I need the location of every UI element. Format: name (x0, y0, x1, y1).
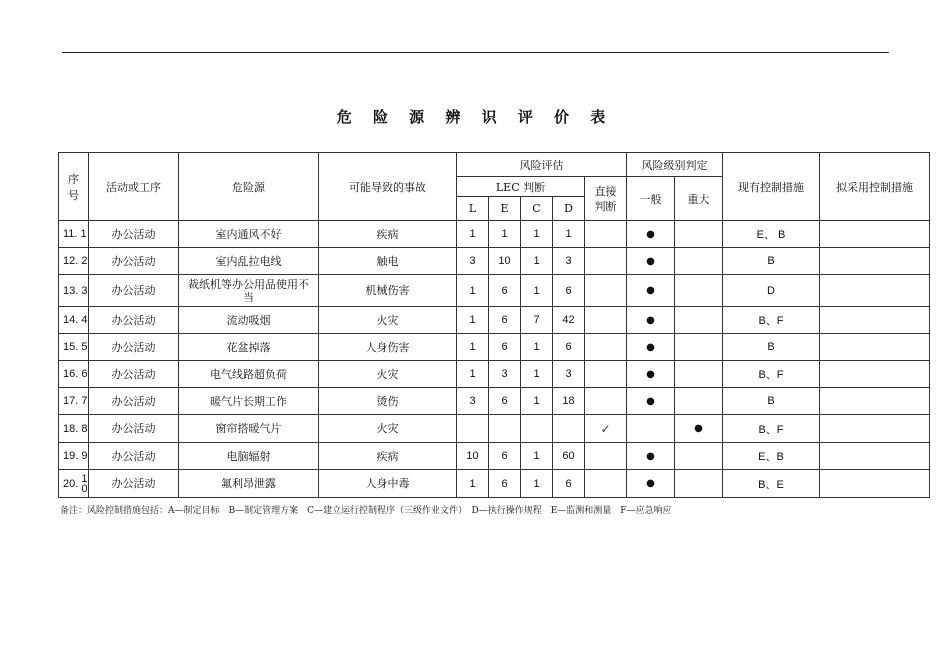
cell-e: 6 (489, 334, 521, 361)
cell-general: ● (627, 275, 675, 307)
row-number-sub: 1 (80, 228, 87, 240)
cell-hazard: 裁纸机等办公用品使用不当 (179, 275, 319, 307)
row-number (59, 443, 89, 470)
row-number-main: 11. (63, 228, 78, 240)
cell-planned-controls (820, 334, 930, 361)
cell-current-controls: E、 B (723, 221, 820, 248)
cell-l: 1 (457, 334, 489, 361)
row-number (59, 307, 89, 334)
header-c: C (521, 197, 553, 221)
cell-current-controls: B (723, 334, 820, 361)
table-body (59, 221, 930, 498)
row-number-sub: 4 (81, 314, 88, 326)
cell-e: 3 (489, 361, 521, 388)
cell-activity: 办公活动 (89, 248, 179, 275)
table-row (59, 443, 930, 470)
cell-activity: 办公活动 (89, 470, 179, 498)
header-rule (62, 52, 889, 53)
cell-general: ● (627, 307, 675, 334)
cell-e: 1 (489, 221, 521, 248)
cell-general: ● (627, 221, 675, 248)
table-row (59, 221, 930, 248)
cell-d: 3 (553, 248, 585, 275)
header-current-controls: 现有控制措施 (723, 153, 820, 221)
cell-activity: 办公活动 (89, 275, 179, 307)
cell-planned-controls (820, 415, 930, 443)
cell-l: 1 (457, 221, 489, 248)
cell-c: 1 (521, 334, 553, 361)
page-title: 危 险 源 辨 识 评 价 表 (336, 108, 614, 126)
row-number (59, 415, 89, 443)
row-number (59, 470, 89, 498)
row-number (59, 275, 89, 307)
cell-direct (585, 443, 627, 470)
cell-general: ● (627, 334, 675, 361)
cell-accident: 火灾 (319, 361, 457, 388)
cell-major (675, 248, 723, 275)
row-number-sub: 9 (81, 450, 88, 462)
row-number (59, 334, 89, 361)
row-number-main: 17. (63, 395, 79, 407)
cell-accident: 烫伤 (319, 388, 457, 415)
cell-activity: 办公活动 (89, 307, 179, 334)
cell-c (521, 415, 553, 443)
cell-current-controls: D (723, 275, 820, 307)
cell-general: ● (627, 388, 675, 415)
row-number-main: 16. (63, 368, 79, 380)
cell-hazard: 室内通风不好 (179, 221, 319, 248)
cell-c: 1 (521, 443, 553, 470)
cell-hazard: 电脑辐射 (179, 443, 319, 470)
row-number-main: 15. (63, 341, 79, 353)
header-risk-level: 风险级别判定 (627, 153, 723, 177)
cell-d: 18 (553, 388, 585, 415)
cell-major: ● (675, 415, 723, 443)
cell-accident: 疾病 (319, 443, 457, 470)
header-major: 重大 (675, 177, 723, 221)
table-row (59, 470, 930, 498)
cell-accident: 机械伤害 (319, 275, 457, 307)
cell-current-controls: B、F (723, 415, 820, 443)
cell-hazard: 氟利昂泄露 (179, 470, 319, 498)
cell-accident: 人身中毒 (319, 470, 457, 498)
table-row (59, 415, 930, 443)
cell-planned-controls (820, 248, 930, 275)
cell-e: 6 (489, 443, 521, 470)
row-number (59, 221, 89, 248)
cell-general (627, 415, 675, 443)
cell-d (553, 415, 585, 443)
cell-e: 6 (489, 388, 521, 415)
cell-e: 6 (489, 470, 521, 498)
cell-direct (585, 388, 627, 415)
cell-l: 3 (457, 388, 489, 415)
header-hazard: 危险源 (179, 153, 319, 221)
cell-direct (585, 221, 627, 248)
cell-current-controls: B、F (723, 307, 820, 334)
cell-general: ● (627, 361, 675, 388)
cell-major (675, 307, 723, 334)
cell-direct (585, 334, 627, 361)
cell-c: 7 (521, 307, 553, 334)
cell-hazard: 室内乱拉电线 (179, 248, 319, 275)
cell-accident: 人身伤害 (319, 334, 457, 361)
cell-major (675, 334, 723, 361)
hazard-table (58, 152, 930, 498)
cell-general: ● (627, 443, 675, 470)
cell-d: 6 (553, 334, 585, 361)
cell-major (675, 221, 723, 248)
header-direct: 直接判断 (585, 177, 627, 221)
cell-general: ● (627, 248, 675, 275)
cell-general: ● (627, 470, 675, 498)
cell-planned-controls (820, 443, 930, 470)
cell-major (675, 388, 723, 415)
cell-direct (585, 470, 627, 498)
row-number-main: 14. (63, 314, 79, 326)
cell-c: 1 (521, 361, 553, 388)
header-l: L (457, 197, 489, 221)
cell-d: 42 (553, 307, 585, 334)
cell-e: 10 (489, 248, 521, 275)
header-risk-eval: 风险评估 (457, 153, 627, 177)
table-row (59, 275, 930, 307)
cell-e: 6 (489, 275, 521, 307)
cell-direct (585, 248, 627, 275)
cell-current-controls: B、F (723, 361, 820, 388)
cell-d: 60 (553, 443, 585, 470)
row-number-sub: 10 (81, 472, 88, 495)
row-number (59, 388, 89, 415)
cell-c: 1 (521, 248, 553, 275)
cell-d: 6 (553, 470, 585, 498)
row-number-main: 18. (63, 422, 79, 435)
cell-planned-controls (820, 470, 930, 498)
cell-c: 1 (521, 221, 553, 248)
cell-activity: 办公活动 (89, 334, 179, 361)
cell-planned-controls (820, 275, 930, 307)
cell-current-controls: B (723, 248, 820, 275)
cell-hazard: 电气线路超负荷 (179, 361, 319, 388)
row-number (59, 248, 89, 275)
cell-hazard: 流动吸烟 (179, 307, 319, 334)
cell-major (675, 443, 723, 470)
cell-direct (585, 275, 627, 307)
cell-planned-controls (820, 221, 930, 248)
header-general: 一般 (627, 177, 675, 221)
cell-c: 1 (521, 470, 553, 498)
cell-activity: 办公活动 (89, 221, 179, 248)
cell-planned-controls (820, 388, 930, 415)
table-row (59, 307, 930, 334)
header-lec: LEC 判断 (457, 177, 585, 197)
cell-accident: 火灾 (319, 307, 457, 334)
cell-major (675, 470, 723, 498)
cell-c: 1 (521, 388, 553, 415)
cell-activity: 办公活动 (89, 388, 179, 415)
header-d: D (553, 197, 585, 221)
cell-current-controls: E、B (723, 443, 820, 470)
row-number-sub: 3 (81, 284, 88, 297)
header-activity: 活动或工序 (89, 153, 179, 221)
cell-l: 10 (457, 443, 489, 470)
cell-l: 1 (457, 361, 489, 388)
header-seq: 序号 (59, 153, 89, 221)
cell-hazard: 暖气片长期工作 (179, 388, 319, 415)
cell-activity: 办公活动 (89, 415, 179, 443)
cell-c: 1 (521, 275, 553, 307)
cell-d: 6 (553, 275, 585, 307)
row-number-main: 13. (63, 284, 79, 297)
cell-accident: 疾病 (319, 221, 457, 248)
table-header (59, 153, 930, 221)
cell-l: 1 (457, 307, 489, 334)
cell-direct (585, 307, 627, 334)
row-number-main: 19. (63, 450, 79, 462)
row-number (59, 361, 89, 388)
row-number-sub: 7 (81, 395, 88, 407)
row-number-sub: 8 (81, 422, 88, 435)
cell-major (675, 361, 723, 388)
row-number-sub: 2 (81, 255, 88, 267)
footnote: 备注：风险控制措施包括：A—制定目标 B—制定管理方案 C—建立运行控制程序（三级作业文件） D—执行操作规程 E—监测和测量 F—应急响应 (60, 506, 672, 516)
header-accident: 可能导致的事故 (319, 153, 457, 221)
cell-direct (585, 361, 627, 388)
cell-accident: 触电 (319, 248, 457, 275)
header-e: E (489, 197, 521, 221)
cell-hazard: 窗帘搭暖气片 (179, 415, 319, 443)
cell-e (489, 415, 521, 443)
cell-hazard: 花盆掉落 (179, 334, 319, 361)
cell-major (675, 275, 723, 307)
cell-activity: 办公活动 (89, 361, 179, 388)
cell-planned-controls (820, 361, 930, 388)
table-row (59, 361, 930, 388)
cell-e: 6 (489, 307, 521, 334)
cell-current-controls: B (723, 388, 820, 415)
table-row (59, 388, 930, 415)
row-number-main: 20. (63, 477, 79, 490)
cell-direct: ✓ (585, 415, 627, 443)
cell-l: 3 (457, 248, 489, 275)
cell-d: 1 (553, 221, 585, 248)
cell-l: 1 (457, 275, 489, 307)
table-row (59, 334, 930, 361)
cell-accident: 火灾 (319, 415, 457, 443)
cell-d: 3 (553, 361, 585, 388)
header-planned-controls: 拟采用控制措施 (820, 153, 930, 221)
cell-planned-controls (820, 307, 930, 334)
cell-l (457, 415, 489, 443)
row-number-sub: 6 (81, 368, 88, 380)
table-row (59, 248, 930, 275)
cell-activity: 办公活动 (89, 443, 179, 470)
cell-l: 1 (457, 470, 489, 498)
row-number-main: 12. (63, 255, 79, 267)
row-number-sub: 5 (81, 341, 88, 353)
cell-current-controls: B、E (723, 470, 820, 498)
